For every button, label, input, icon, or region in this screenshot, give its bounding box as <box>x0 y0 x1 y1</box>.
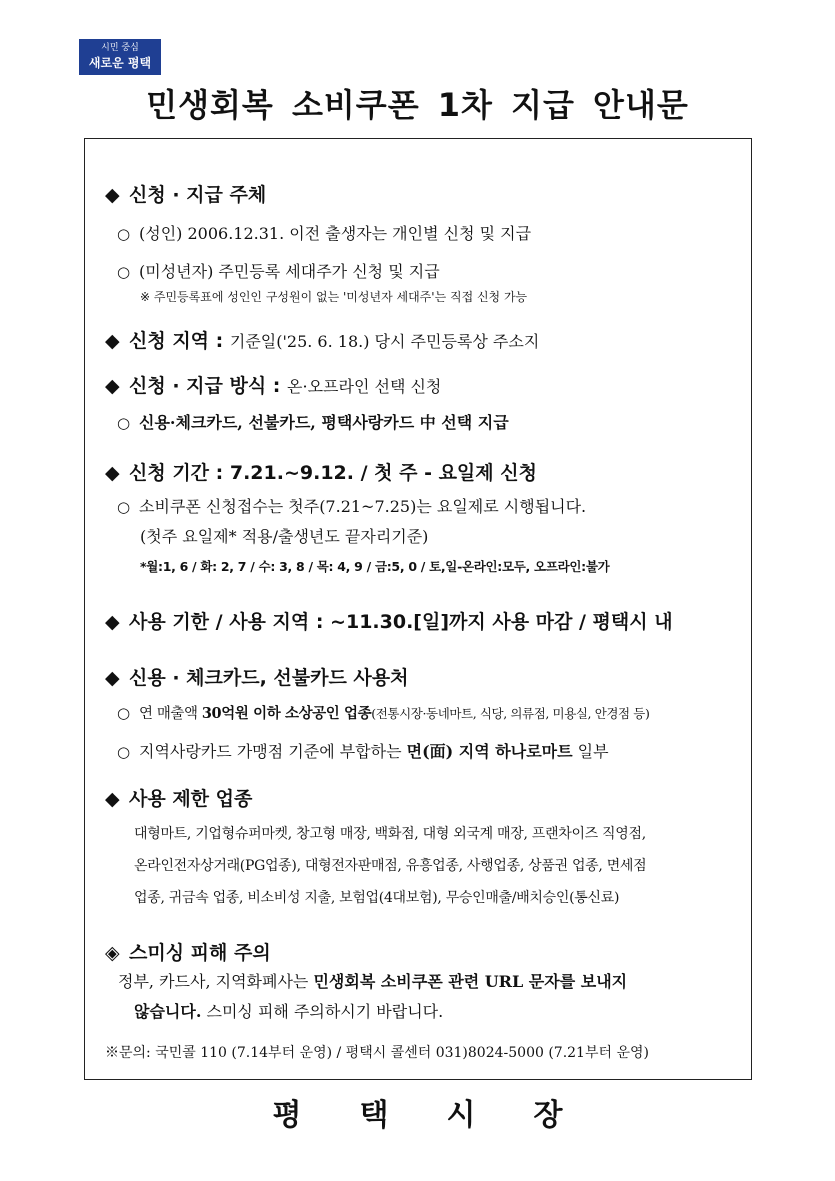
section-heading-restricted: ◆ 사용 제한 업종 <box>105 788 253 810</box>
diamond-bullet-icon: ◆ <box>105 330 120 352</box>
list-item: ○ 신용·체크카드, 선불카드, 평택사랑카드 中 선택 지급 <box>117 413 509 432</box>
issuer-signature: 평택시장 <box>272 1098 621 1133</box>
restricted-line: 온라인전자상거래(PG업종), 대형전자판매점, 유흥업종, 사행업종, 상품권 업종, 면세점 <box>134 858 647 874</box>
diamond-bullet-icon: ◆ <box>105 462 120 484</box>
restricted-line: 업종, 귀금속 업종, 비소비성 지출, 보험업(4대보험), 무승인매출/배치승인(통신료) <box>134 890 620 906</box>
diamond-bullet-icon: ◆ <box>105 184 120 206</box>
smishing-line: 정부, 카드사, 지역화폐사는 민생회복 소비쿠폰 관련 URL 문자를 보내지 <box>118 972 628 991</box>
restricted-line: 대형마트, 기업형슈퍼마켓, 창고형 매장, 백화점, 대형 외국계 매장, 프랜차이즈 직영점, <box>134 826 646 842</box>
outlined-diamond-icon: ◈ <box>105 942 120 964</box>
diamond-bullet-icon: ◆ <box>105 667 120 689</box>
city-slogan-logo <box>79 39 161 75</box>
list-item: ○ (성인) 2006.12.31. 이전 출생자는 개인별 신청 및 지급 <box>117 224 532 243</box>
circle-bullet-icon: ○ <box>117 225 131 243</box>
list-item: ○ (미성년자) 주민등록 세대주가 신청 및 지급 <box>117 262 440 281</box>
circle-bullet-icon: ○ <box>117 704 130 722</box>
circle-bullet-icon: ○ <box>117 263 131 281</box>
contact-info: ※문의: 국민콜 110 (7.14부터 운영) / 평택시 콜센터 031)8024-5000 (7.21부터 운영) <box>105 1045 649 1061</box>
circle-bullet-icon: ○ <box>117 414 131 432</box>
list-item: ○ 소비쿠폰 신청접수는 첫주(7.21~7.25)는 요일제로 시행됩니다. <box>117 497 587 516</box>
smishing-line: 않습니다. 스미싱 피해 주의하시기 바랍니다. <box>134 1002 444 1021</box>
section-heading-smishing: ◈ 스미싱 피해 주의 <box>105 942 271 964</box>
list-item: ○ 지역사랑카드 가맹점 기준에 부합하는 면(面) 지역 하나로마트 일부 <box>117 742 609 761</box>
section-heading-method: ◆ 신청 · 지급 방식 : 온·오프라인 선택 신청 <box>105 375 442 397</box>
logo-line2: 새로운 평택 <box>88 56 152 70</box>
page-title: 민생회복 소비쿠폰 1차 지급 안내문 <box>146 86 689 124</box>
section-heading-period: ◆ 신청 기간 : 7.21.~9.12. / 첫 주 - 요일제 신청 <box>105 462 537 484</box>
diamond-bullet-icon: ◆ <box>105 611 120 633</box>
list-item: ○ 연 매출액 30억원 이하 소상공인 업종(전통시장·동네마트, 식당, 의류점, 미용실, 안경점 등) <box>117 704 650 722</box>
circle-bullet-icon: ○ <box>117 498 131 516</box>
diamond-bullet-icon: ◆ <box>105 375 120 397</box>
circle-bullet-icon: ○ <box>117 743 131 761</box>
section-heading-card-usage: ◆ 신용 · 체크카드, 선불카드 사용처 <box>105 667 409 689</box>
section-heading-usage: ◆ 사용 기한 / 사용 지역 : ~11.30.[일]까지 사용 마감 / 평택시 내 <box>105 611 673 633</box>
note-text: ※ 주민등록표에 성인인 구성원이 없는 '미성년자 세대주'는 직접 신청 가능 <box>140 290 528 304</box>
weekday-schedule: *월:1, 6 / 화: 2, 7 / 수: 3, 8 / 목: 4, 9 / 금:5, 0 / 토,일-온라인:모두, 오프라인:불가 <box>140 559 610 574</box>
logo-line1: 시민 중심 <box>101 43 139 53</box>
section-heading-applicant: ◆ 신청 · 지급 주체 <box>105 184 267 206</box>
sub-text: (첫주 요일제* 적용/출생년도 끝자리기준) <box>140 527 429 546</box>
section-heading-region: ◆ 신청 지역 : 기준일('25. 6. 18.) 당시 주민등록상 주소지 <box>105 330 540 352</box>
diamond-bullet-icon: ◆ <box>105 788 120 810</box>
